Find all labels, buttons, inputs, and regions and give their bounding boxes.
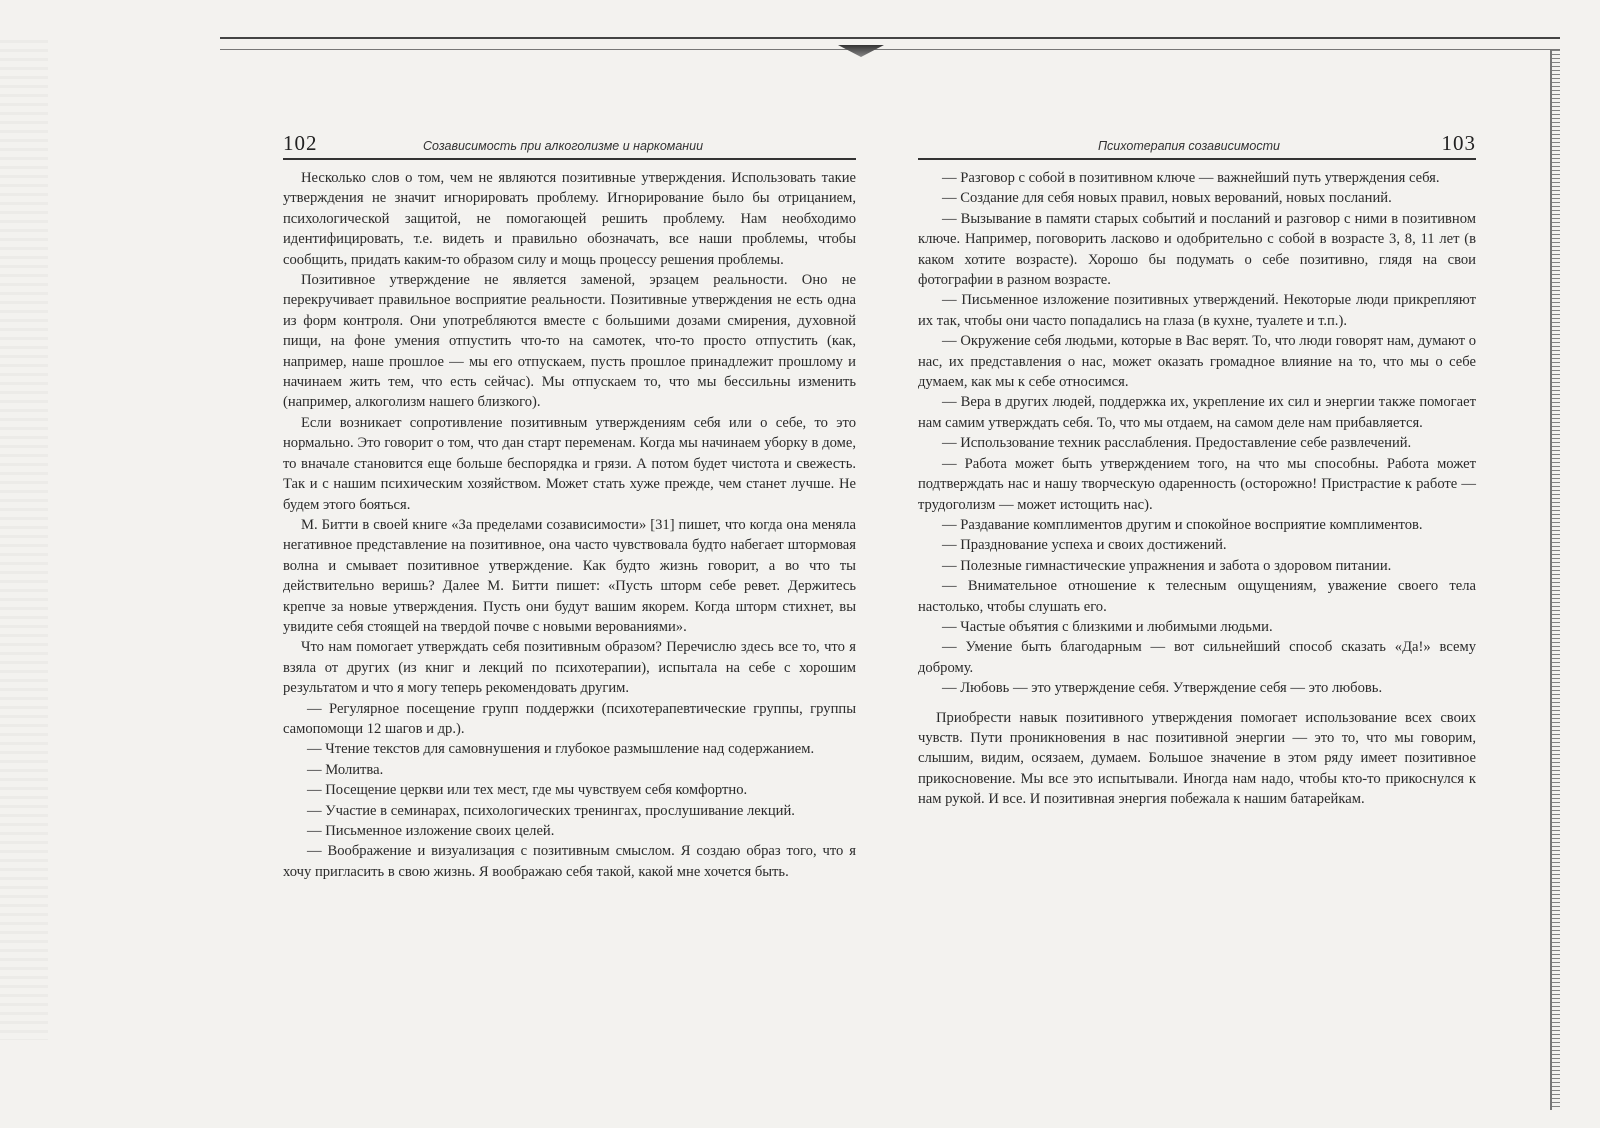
list-item: — Посещение церкви или тех мест, где мы чувствуем себя комфортно. [307, 782, 748, 799]
left-page-number: 102 [283, 131, 318, 155]
scan-edge-left [0, 40, 48, 1040]
list-item: — Использование техник расслабления. Предоставление себе развлечений. [942, 435, 1412, 452]
left-page [283, 128, 856, 882]
list-item: — Раздавание комплиментов другим и спокойное восприятие комплиментов. [942, 516, 1423, 533]
right-page-number: 103 [1441, 131, 1476, 155]
list-item: — Вызывание в памяти старых событий и посланий и разговор с ними в позитивном ключе. Например, поговорить ласково и одобрительно с собой в возрасте 3, 8, 11 лет (в каком хотите возрасте). Хорошо бы подумать о себе позитивно, глядя на свои фотографии в разном возрасте. [918, 210, 1476, 289]
list-item: — Частые объятия с близкими и любимыми людьми. [942, 618, 1273, 635]
list-item: — Любовь — это утверждение себя. Утверждение себя — это любовь. [942, 680, 1383, 697]
list-item: — Участие в семинарах, психологических тренингах, прослушивание лекций. [307, 802, 795, 819]
list-item: — Полезные гимнастические упражнения и забота о здоровом питании. [942, 557, 1392, 574]
list-item: — Чтение текстов для самовнушения и глубокое размышление над содержанием. [307, 741, 815, 758]
list-item: — Разговор с собой в позитивном ключе — важнейший путь утверждения себя. [942, 170, 1440, 186]
right-running-head [918, 128, 1476, 160]
left-body-text [283, 168, 856, 882]
paragraph: Несколько слов о том, чем не являются позитивные утверждения. Использовать такие утверждения не значит игнорировать проблему. Игнорирование было бы отрицанием, психологической защитой, не помогающей решить проблему. Нам необходимо идентифицировать, т.е. видеть и правильно обозначать, все наши проблемы, чтобы сообщить, придать каким-то образом силу и мощь процессу решения проблемы. [283, 170, 856, 268]
closing-paragraph: Приобрести навык позитивного утверждения помогает использование всех своих чувств. Пути проникновения в нас позитивной энергии — это то, что мы говорим, слышим, видим, осязаем, думаем. Большое значение в этом ряду имеет позитивное прикосновение. Мы все это испытывали. Иногда нам надо, чтобы кто-то прикоснулся к нам рукой. И все. И позитивная энергия побежала к нашим батарейкам. [918, 709, 1476, 808]
list-item: — Письменное изложение позитивных утверждений. Некоторые люди прикрепляют их так, чтобы они часто попадались на глаза (в кухне, туалете и т.п.). [918, 292, 1476, 329]
right-body-text [918, 168, 1476, 810]
paragraph: Что нам помогает утверждать себя позитивным образом? Перечислю здесь все то, что я взяла от других (из книг и лекций по психотерапии), испытала на себе с хорошим результатом и что я могу теперь рекомендовать другим. [283, 639, 856, 697]
list-item: — Внимательное отношение к телесным ощущениям, уважение своего тела настолько, чтобы слушать его. [918, 578, 1476, 615]
list-item: — Окружение себя людьми, которые в Вас верят. То, что люди говорят нам, думают о нас, их представления о нас, может оказать громадное влияние на то, что мы о себе думаем, как мы к себе относимся. [918, 333, 1476, 391]
list-item: — Регулярное посещение групп поддержки (психотерапевтические группы, группы самопомощи 12 шагов и др.). [283, 700, 856, 737]
list-item: — Вера в других людей, поддержка их, укрепление их сил и энергии также помогает нам самим утверждать себя. То, что мы отдаем, на самом деле нам прибавляется. [918, 394, 1476, 431]
list-item: — Работа может быть утверждением того, на что мы способны. Работа может подтверждать нас и нашу творческую одаренность (осторожно! Пристрастие к работе — трудоголизм — может истощить нас). [918, 455, 1476, 513]
spread-top-edge [220, 37, 1560, 50]
list-item: — Письменное изложение своих целей. [307, 823, 555, 839]
list-item: — Молитва. [307, 761, 384, 778]
page-stack-edge [1550, 50, 1560, 1110]
right-running-title: Психотерапия созависимости [1098, 139, 1280, 153]
paragraph: М. Битти в своей книге «За пределами созависимости» [31] пишет, что когда она меняла негативное представление на позитивное, она часто чувствовала будто набегает штормовая волна и смывает позитивное утверждение. Как будто жизнь говорит, а во что ты действительно веришь? Далее М. Битти пишет: «Пусть шторм себе ревет. Держитесь крепче за новые утверждения. Пусть они будут вашим якорем. Когда шторм стихнет, вы увидите себя стоящей на твердой почве с новыми верованиями». [283, 516, 856, 635]
left-running-head [283, 128, 856, 160]
spine-notch [838, 45, 884, 57]
list-item: — Умение быть благодарным — вот сильнейший способ сказать «Да!» всему доброму. [918, 639, 1476, 676]
left-running-title: Созависимость при алкоголизме и наркомании [423, 139, 704, 153]
right-page [918, 128, 1476, 810]
paragraph: Если возникает сопротивление позитивным утверждениям себя или о себе, то это нормально. Это говорит о том, что дан старт переменам. Когда мы начинаем уборку в доме, то вначале становится еще больше беспорядка и грязи. А потом будет чистота и свежесть. Так и с нашим психическим хозяйством. Может стать хуже прежде, чем станет лучше. Не будем этого бояться. [283, 414, 856, 513]
list-item: — Воображение и визуализация с позитивным смыслом. Я создаю образ того, что я хочу пригласить в свою жизнь. Я воображаю себя такой, какой мне хочется быть. [283, 843, 856, 880]
paragraph: Позитивное утверждение не является заменой, эрзацем реальности. Оно не перекручивает правильное восприятие реальности. Позитивные утверждения не есть одна из форм контроля. Они употребляются вместе с большими дозами смирения, духовной пищи, на фоне умения отпустить что-то на самотек, что-то просто отпустить (как, например, наше прошлое — мы его отпускаем, пусть прошлое принадлежит прошлому и начинаем жить тем, что есть сейчас). Мы отпускаем то, что мы бессильны изменить (например, алкоголизм нашего близкого). [283, 272, 856, 411]
list-item: — Празднование успеха и своих достижений. [942, 537, 1227, 554]
list-item: — Создание для себя новых правил, новых верований, новых посланий. [942, 190, 1392, 207]
